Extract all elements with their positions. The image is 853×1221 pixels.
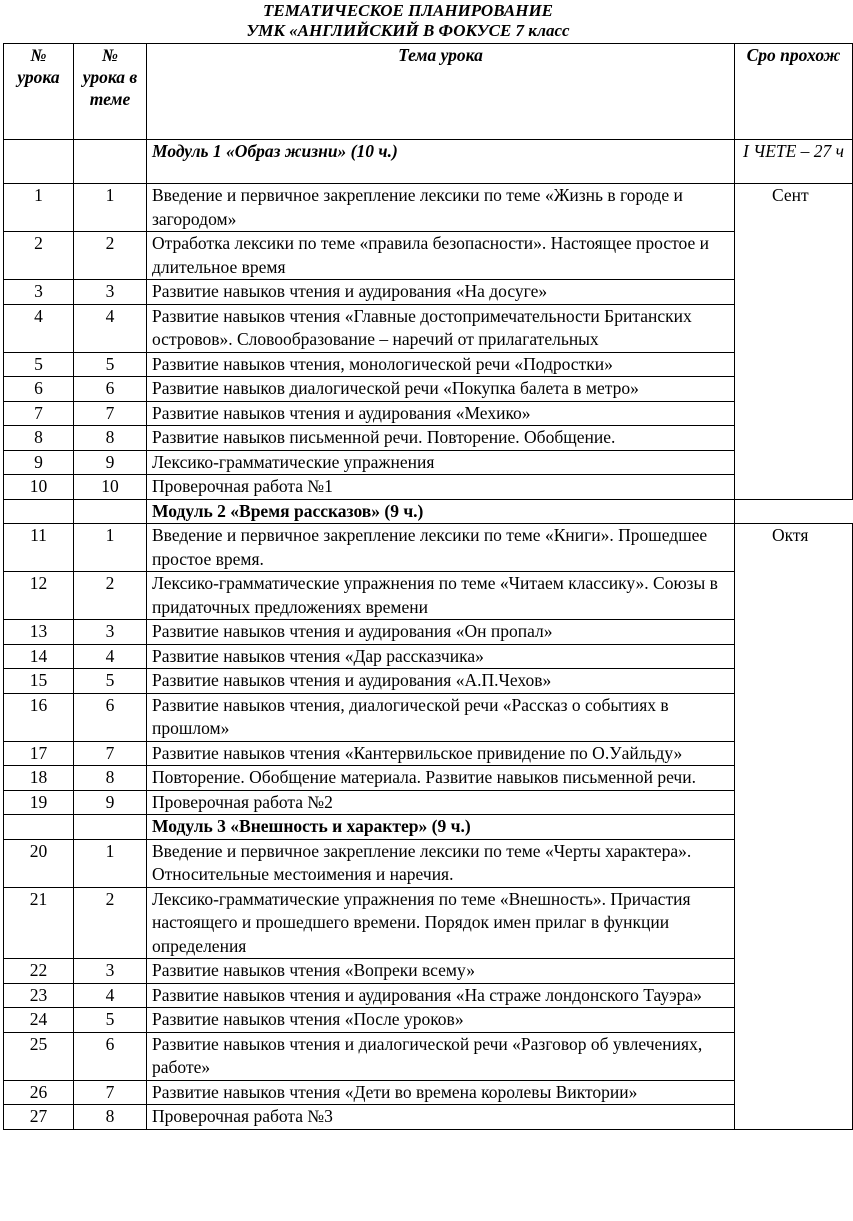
- lesson-row: [4, 959, 853, 984]
- lesson-in-topic-number: 5: [74, 669, 147, 694]
- lesson-in-topic-number: 4: [74, 644, 147, 669]
- lesson-row: [4, 1080, 853, 1105]
- lesson-in-topic-number: 5: [74, 352, 147, 377]
- month-cell: [735, 184, 853, 500]
- lesson-in-topic-number: 2: [74, 887, 147, 959]
- header-lesson-in-topic: № урока в теме: [74, 44, 147, 140]
- lesson-topic: Развитие навыков чтения «Дар рассказчика»: [147, 644, 735, 669]
- lesson-topic: Введение и первичное закрепление лексики по теме «Книги». Прошедшее простое время.: [147, 524, 735, 572]
- document-subtitle: УМК «АНГЛИЙСКИЙ В ФОКУСЕ 7 класс: [246, 21, 570, 40]
- lesson-number: 13: [4, 620, 74, 645]
- lesson-row: [4, 790, 853, 815]
- lesson-number: 1: [4, 184, 74, 232]
- lesson-number: 24: [4, 1008, 74, 1033]
- lesson-topic: Развитие навыков чтения, диалогической речи «Рассказ о событиях в прошлом»: [147, 693, 735, 741]
- header-row: [4, 44, 853, 140]
- lesson-number: 5: [4, 352, 74, 377]
- lesson-row: [4, 839, 853, 887]
- lesson-topic: Развитие навыков чтения и диалогической речи «Разговор об увлечениях, работе»: [147, 1032, 735, 1080]
- lesson-topic: Повторение. Обобщение материала. Развитие навыков письменной речи.: [147, 766, 735, 791]
- lesson-topic: Развитие навыков чтения и аудирования «Он пропал»: [147, 620, 735, 645]
- lesson-number: 3: [4, 280, 74, 305]
- header-lesson-no: № урока: [4, 44, 74, 140]
- lesson-number: 27: [4, 1105, 74, 1130]
- empty-cell: [74, 140, 147, 184]
- month-cell: [735, 524, 853, 1130]
- lesson-row: [4, 644, 853, 669]
- term-label: I ЧЕТЕ – 27 ч: [735, 140, 853, 184]
- lesson-number: 18: [4, 766, 74, 791]
- lesson-topic: Развитие навыков чтения «После уроков»: [147, 1008, 735, 1033]
- lesson-number: 8: [4, 426, 74, 451]
- lesson-topic: Развитие навыков чтения и аудирования «На досуге»: [147, 280, 735, 305]
- lesson-topic: Проверочная работа №1: [147, 475, 735, 500]
- lesson-row: [4, 232, 853, 280]
- lesson-in-topic-number: 6: [74, 1032, 147, 1080]
- lesson-in-topic-number: 9: [74, 790, 147, 815]
- lesson-in-topic-number: 5: [74, 1008, 147, 1033]
- lesson-number: 16: [4, 693, 74, 741]
- lesson-topic: Проверочная работа №2: [147, 790, 735, 815]
- lesson-topic: Отработка лексики по теме «правила безопасности». Настоящее простое и длительное время: [147, 232, 735, 280]
- lesson-in-topic-number: 2: [74, 572, 147, 620]
- lesson-number: 2: [4, 232, 74, 280]
- lesson-number: 4: [4, 304, 74, 352]
- lesson-in-topic-number: 6: [74, 693, 147, 741]
- lesson-row: [4, 401, 853, 426]
- lesson-plan-table: [3, 43, 853, 1130]
- lesson-row: [4, 184, 853, 232]
- module-title: Модуль 1 «Образ жизни» (10 ч.): [147, 140, 735, 184]
- lesson-in-topic-number: 8: [74, 766, 147, 791]
- lesson-in-topic-number: 3: [74, 959, 147, 984]
- lesson-number: 20: [4, 839, 74, 887]
- lesson-in-topic-number: 8: [74, 1105, 147, 1130]
- lesson-number: 17: [4, 741, 74, 766]
- module-row: [4, 815, 853, 840]
- lesson-topic: Лексико-грамматические упражнения по теме «Внешность». Причастия настоящего и прошедшего времени. Порядок имен прилаг в функции определения: [147, 887, 735, 959]
- lesson-row: [4, 669, 853, 694]
- module-row: [4, 499, 853, 524]
- lesson-number: 21: [4, 887, 74, 959]
- lesson-row: [4, 304, 853, 352]
- lesson-number: 7: [4, 401, 74, 426]
- lesson-in-topic-number: 3: [74, 280, 147, 305]
- empty-cell: [74, 815, 147, 840]
- lesson-in-topic-number: 10: [74, 475, 147, 500]
- lesson-row: [4, 352, 853, 377]
- lesson-in-topic-number: 4: [74, 304, 147, 352]
- header-dates: Сро прохож: [735, 44, 853, 140]
- lesson-topic: Лексико-грамматические упражнения: [147, 450, 735, 475]
- lesson-row: [4, 741, 853, 766]
- lesson-in-topic-number: 3: [74, 620, 147, 645]
- lesson-row: [4, 620, 853, 645]
- lesson-row: [4, 983, 853, 1008]
- lesson-number: 6: [4, 377, 74, 402]
- lesson-topic: Развитие навыков чтения «Вопреки всему»: [147, 959, 735, 984]
- lesson-row: [4, 766, 853, 791]
- lesson-topic: Развитие навыков чтения и аудирования «Мехико»: [147, 401, 735, 426]
- lesson-topic: Развитие навыков чтения «Дети во времена королевы Виктории»: [147, 1080, 735, 1105]
- lesson-topic: Развитие навыков чтения и аудирования «На страже лондонского Тауэра»: [147, 983, 735, 1008]
- lesson-topic: Введение и первичное закрепление лексики по теме «Жизнь в городе и загородом»: [147, 184, 735, 232]
- empty-cell: [4, 815, 74, 840]
- lesson-row: [4, 426, 853, 451]
- month-label: Сент: [772, 185, 809, 205]
- lesson-in-topic-number: 1: [74, 524, 147, 572]
- lesson-in-topic-number: 7: [74, 741, 147, 766]
- lesson-topic: Лексико-грамматические упражнения по теме «Читаем классику». Союзы в придаточных предложениях времени: [147, 572, 735, 620]
- lesson-number: 26: [4, 1080, 74, 1105]
- lesson-in-topic-number: 1: [74, 184, 147, 232]
- lesson-in-topic-number: 7: [74, 1080, 147, 1105]
- empty-cell: [4, 140, 74, 184]
- lesson-row: [4, 693, 853, 741]
- lesson-number: 12: [4, 572, 74, 620]
- lesson-row: [4, 1105, 853, 1130]
- lesson-row: [4, 1008, 853, 1033]
- lesson-in-topic-number: 4: [74, 983, 147, 1008]
- lesson-number: 19: [4, 790, 74, 815]
- lesson-number: 22: [4, 959, 74, 984]
- lesson-row: [4, 280, 853, 305]
- lesson-row: [4, 450, 853, 475]
- module-title: Модуль 2 «Время рассказов» (9 ч.): [147, 499, 735, 524]
- lesson-in-topic-number: 7: [74, 401, 147, 426]
- lesson-number: 23: [4, 983, 74, 1008]
- lesson-topic: Развитие навыков диалогической речи «Покупка балета в метро»: [147, 377, 735, 402]
- lesson-row: [4, 475, 853, 500]
- lesson-row: [4, 377, 853, 402]
- lesson-number: 10: [4, 475, 74, 500]
- lesson-row: [4, 1032, 853, 1080]
- lesson-row: [4, 887, 853, 959]
- lesson-in-topic-number: 2: [74, 232, 147, 280]
- lesson-row: [4, 524, 853, 572]
- module-row: [4, 140, 853, 184]
- month-label: Октя: [772, 525, 809, 545]
- lesson-number: 11: [4, 524, 74, 572]
- lesson-in-topic-number: 9: [74, 450, 147, 475]
- lesson-number: 25: [4, 1032, 74, 1080]
- lesson-topic: Проверочная работа №3: [147, 1105, 735, 1130]
- lesson-number: 15: [4, 669, 74, 694]
- module-title: Модуль 3 «Внешность и характер» (9 ч.): [147, 815, 735, 840]
- lesson-topic: Развитие навыков письменной речи. Повторение. Обобщение.: [147, 426, 735, 451]
- lesson-in-topic-number: 6: [74, 377, 147, 402]
- lesson-topic: Развитие навыков чтения, монологической речи «Подростки»: [147, 352, 735, 377]
- lesson-number: 9: [4, 450, 74, 475]
- empty-cell: [4, 499, 74, 524]
- empty-cell: [74, 499, 147, 524]
- document-title: ТЕМАТИЧЕСКОЕ ПЛАНИРОВАНИЕ: [262, 1, 554, 20]
- lesson-in-topic-number: 1: [74, 839, 147, 887]
- lesson-number: 14: [4, 644, 74, 669]
- lesson-topic: Введение и первичное закрепление лексики по теме «Черты характера». Относительные местоимения и наречия.: [147, 839, 735, 887]
- lesson-topic: Развитие навыков чтения и аудирования «А.П.Чехов»: [147, 669, 735, 694]
- lesson-topic: Развитие навыков чтения «Кантервильское привидение по О.Уайльду»: [147, 741, 735, 766]
- lesson-in-topic-number: 8: [74, 426, 147, 451]
- header-topic: Тема урока: [147, 44, 735, 140]
- lesson-row: [4, 572, 853, 620]
- lesson-topic: Развитие навыков чтения «Главные достопримечательности Британских островов». Словообразование – наречий от прилагательных: [147, 304, 735, 352]
